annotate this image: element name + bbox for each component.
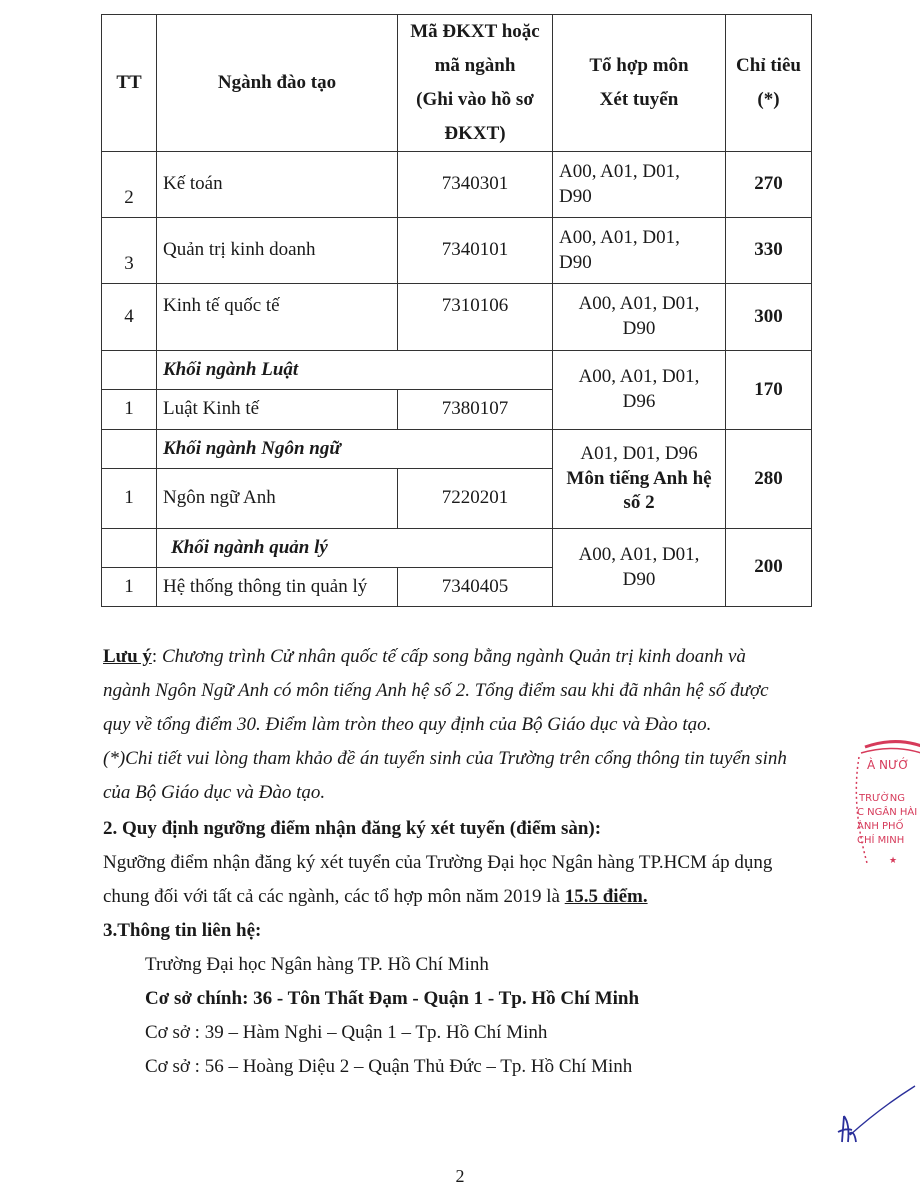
svg-text:CHÍ MINH: CHÍ MINH (857, 835, 905, 846)
combo-bold-line: Môn tiếng Anh hệ (566, 467, 712, 489)
group-title: Khối ngành quản lý (157, 529, 553, 568)
note-colon: : (151, 646, 158, 667)
row-quota: 300 (726, 284, 812, 351)
note-line: ngành Ngôn Ngữ Anh có môn tiếng Anh hệ số 2. Tổng điểm sau khi đã nhân hệ số được (103, 680, 769, 701)
header-quota-line: (*) (757, 89, 780, 110)
row-major: Luật Kinh tế (157, 390, 398, 430)
contact-main-campus: Cơ sở chính: 36 - Tôn Thất Đạm - Quận 1 - Tp. Hồ Chí Minh (145, 988, 640, 1009)
row-quota: 270 (726, 152, 812, 218)
row-code: 7220201 (398, 469, 553, 529)
combo-line: A00, A01, D01, (578, 366, 700, 388)
group-combination (553, 529, 726, 607)
combo-line: D90 (559, 185, 592, 207)
group-combination (553, 430, 726, 529)
row-code: 7340405 (398, 568, 553, 607)
combo-bold-line: số 2 (623, 492, 655, 514)
group-title: Khối ngành Luật (157, 351, 553, 390)
row-tt: 1 (102, 469, 157, 529)
contact-campus: Cơ sở : 39 – Hàm Nghi – Quận 1 – Tp. Hồ Chí Minh (145, 1022, 548, 1043)
header-combination (553, 15, 726, 152)
table-row (102, 284, 812, 351)
combo-line: D90 (622, 568, 656, 590)
group-tt-empty (102, 529, 157, 568)
row-tt: 1 (102, 568, 157, 607)
floor-score-value: 15.5 điểm. (564, 886, 648, 907)
row-tt: 3 (102, 218, 157, 284)
note-paragraph (103, 640, 823, 810)
section2-text: chung đối với tất cả các ngành, các tổ hợp môn năm 2019 là (103, 886, 565, 907)
group-header-row (102, 430, 812, 469)
page-number: 2 (455, 1166, 465, 1186)
table-row (102, 152, 812, 218)
note-label: Lưu ý (103, 646, 152, 667)
row-tt: 4 (102, 284, 157, 351)
svg-text:TRƯỜNG: TRƯỜNG (859, 793, 905, 804)
svg-text:ÀNH PHỐ: ÀNH PHỐ (857, 821, 904, 832)
note-line: quy về tổng điểm 30. Điểm làm tròn theo quy định của Bộ Giáo dục và Đào tạo. (103, 714, 712, 735)
row-major: Kinh tế quốc tế (157, 284, 398, 351)
group-combination (553, 351, 726, 430)
header-quota (726, 15, 812, 152)
row-code: 7340301 (398, 152, 553, 218)
note-line (103, 640, 823, 674)
group-tt-empty (102, 351, 157, 390)
combo-line: D90 (559, 251, 592, 273)
group-tt-empty (102, 430, 157, 469)
header-code-line: (Ghi vào hồ sơ (416, 89, 534, 110)
combo-line: D96 (622, 391, 656, 412)
sections-block (103, 812, 823, 1084)
group-header-row (102, 529, 812, 568)
group-quota: 200 (726, 529, 812, 607)
section2-line (103, 880, 823, 914)
combo-line: D90 (622, 318, 656, 339)
header-quota-line: Chỉ tiêu (736, 55, 801, 76)
row-major: Ngôn ngữ Anh (157, 469, 398, 529)
row-code: 7340101 (398, 218, 553, 284)
row-code: 7380107 (398, 390, 553, 430)
row-quota: 330 (726, 218, 812, 284)
combo-line: A00, A01, D01, (559, 226, 680, 248)
admission-quota-table (101, 14, 812, 607)
note-line: (*)Chi tiết vui lòng tham khảo đề án tuyển sinh của Trường trên cổng thông tin tuyển sinh (103, 748, 787, 769)
group-title: Khối ngành Ngôn ngữ (157, 430, 553, 469)
section2-line: Ngưỡng điểm nhận đăng ký xét tuyển của Trường Đại học Ngân hàng TP.HCM áp dụng (103, 852, 773, 873)
group-quota: 170 (726, 351, 812, 430)
row-tt: 2 (102, 152, 157, 218)
row-combination (553, 152, 726, 218)
signature-icon (820, 1080, 920, 1160)
row-combination (553, 218, 726, 284)
note-line: của Bộ Giáo dục và Đào tạo. (103, 782, 326, 803)
svg-text:★: ★ (889, 856, 898, 866)
group-header-row (102, 351, 812, 390)
combo-line: A00, A01, D01, (559, 160, 680, 182)
note-text: Chương trình Cử nhân quốc tế cấp song bằng ngành Quản trị kinh doanh và (157, 646, 746, 667)
header-code (398, 15, 553, 152)
header-code-line: Mã ĐKXT hoặc (410, 21, 540, 42)
contact-campus: Cơ sở : 56 – Hoàng Diệu 2 – Quận Thủ Đức – Tp. Hồ Chí Minh (145, 1056, 633, 1077)
header-code-line: mã ngành (434, 55, 516, 76)
header-code-line: ĐKXT) (444, 123, 506, 144)
row-major: Kế toán (157, 152, 398, 218)
row-code: 7310106 (398, 284, 553, 351)
header-major: Ngành đào tạo (157, 15, 398, 152)
row-major: Quản trị kinh doanh (157, 218, 398, 284)
row-major: Hệ thống thông tin quản lý (157, 568, 398, 607)
contact-school: Trường Đại học Ngân hàng TP. Hồ Chí Minh (145, 954, 489, 975)
combo-line: A01, D01, D96 (580, 442, 698, 464)
combo-line: A00, A01, D01, (578, 293, 700, 315)
row-combination (553, 284, 726, 351)
header-combo-line: Xét tuyển (599, 89, 679, 110)
section2-heading: 2. Quy định ngưỡng điểm nhận đăng ký xét tuyển (điểm sàn): (103, 818, 602, 839)
combo-line: A00, A01, D01, (578, 543, 700, 565)
row-tt: 1 (102, 390, 157, 430)
group-quota: 280 (726, 430, 812, 529)
table-row (102, 218, 812, 284)
header-tt: TT (102, 15, 157, 152)
svg-text:À NƯỚ: À NƯỚ (867, 758, 910, 772)
table-header-row (102, 15, 812, 152)
svg-text:C NGÂN HÀI: C NGÂN HÀI (857, 807, 918, 818)
section3-heading: 3.Thông tin liên hệ: (103, 920, 262, 941)
header-combo-line: Tổ hợp môn (589, 55, 689, 76)
official-stamp-icon (845, 735, 920, 875)
